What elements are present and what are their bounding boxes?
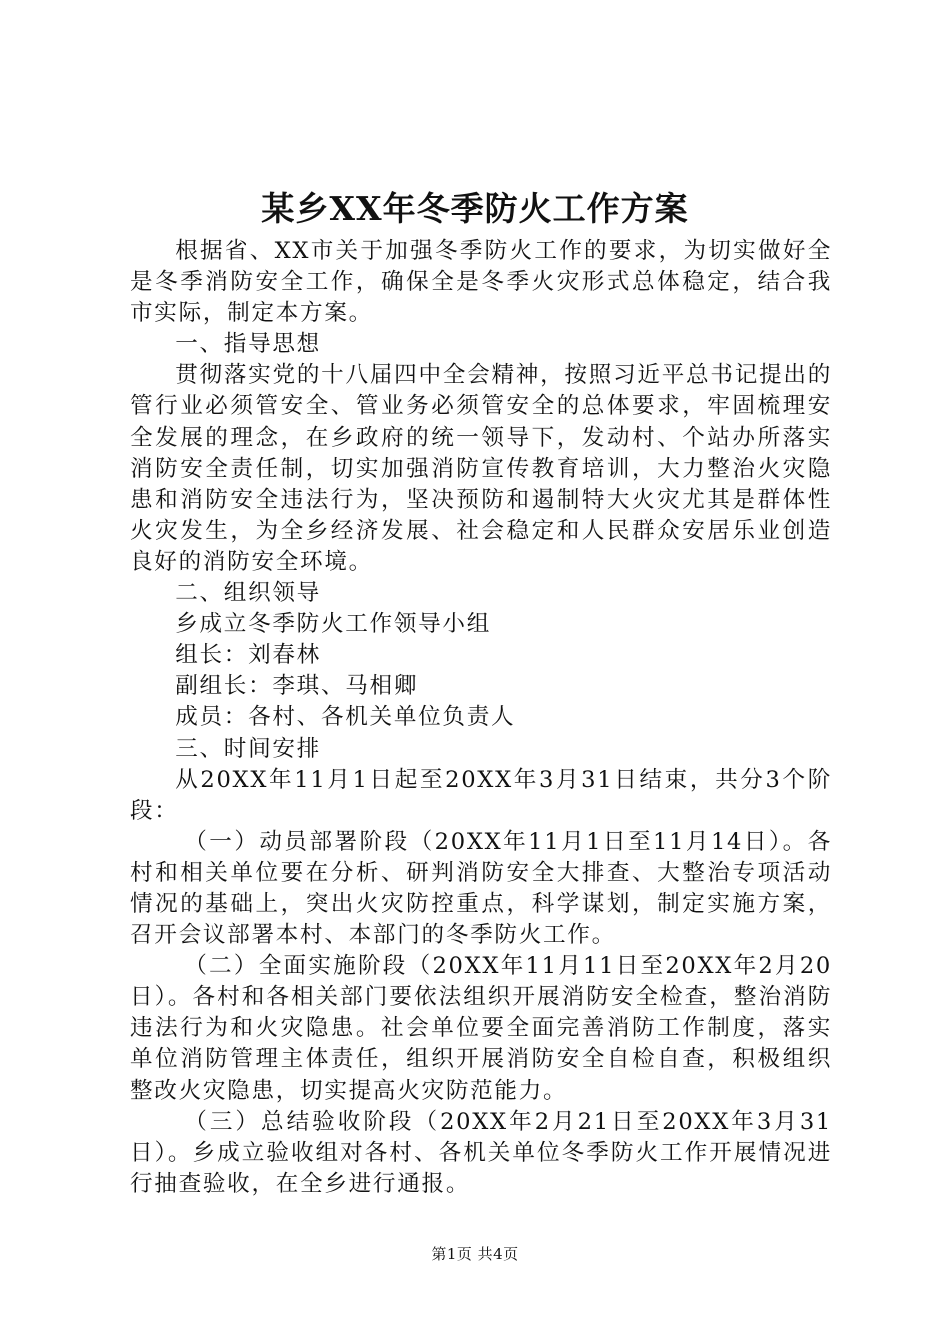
guiding-ideology-paragraph: 贯彻落实党的十八届四中全会精神，按照习近平总书记提出的管行业必须管安全、管业务必须管安全的总体要求，牢固梳理安全发展的理念，在乡政府的统一领导下，发动村、个站办所落实消防安全责任制，切实加强消防宣传教育培训，大力整治火灾隐患和消防安全违法行为，坚决预防和遏制特大火灾尤其是群体性火灾发生，为全乡经济发展、社会稳定和人民群众安居乐业创造良好的消防安全环境。 (130, 362, 832, 575)
members-line: 成员：各村、各机关单位负责人 (175, 704, 516, 731)
group-leader-line: 组长：刘春林 (175, 642, 321, 669)
stage-one-paragraph: （一）动员部署阶段（20XX年11月1日至11月14日）。各村和相关单位要在分析、研判消防安全大排查、大整治专项活动情况的基础上，突出火灾防控重点，科学谋划，制定实施方案，召开会议部署本村、本部门的冬季防火工作。 (130, 828, 832, 949)
page-number-footer: 第1页 共4页 (431, 1245, 519, 1263)
stage-two-paragraph: （二）全面实施阶段（20XX年11月11日至20XX年2月20日）。各村和各相关部门要依法组织开展消防安全检查，整治消防违法行为和火灾隐患。社会单位要全面完善消防工作制度，落实单位消防管理主体责任，组织开展消防安全自检自查，积极组织整改火灾隐患，切实提高火灾防范能力。 (130, 953, 832, 1104)
document-body (130, 236, 832, 1200)
section-heading-guiding-ideology: 一、指导思想 (175, 331, 321, 358)
intro-paragraph: 根据省、XX市关于加强冬季防火工作的要求，为切实做好全是冬季消防安全工作，确保全是冬季火灾形式总体稳定，结合我市实际，制定本方案。 (130, 238, 832, 327)
leadership-group-line: 乡成立冬季防火工作领导小组 (175, 611, 492, 638)
section-heading-organization: 二、组织领导 (175, 580, 321, 607)
document-title: 某乡XX年冬季防火工作方案 (261, 189, 689, 228)
schedule-overview-paragraph: 从20XX年11月1日起至20XX年3月31日结束，共分3个阶段： (130, 766, 832, 824)
deputy-leader-line: 副组长：李琪、马相卿 (175, 673, 419, 700)
section-heading-schedule: 三、时间安排 (175, 735, 321, 762)
stage-three-paragraph: （三）总结验收阶段（20XX年2月21日至20XX年3月31日）。乡成立验收组对各村、各机关单位冬季防火工作开展情况进行抽查验收，在全乡进行通报。 (130, 1108, 832, 1197)
